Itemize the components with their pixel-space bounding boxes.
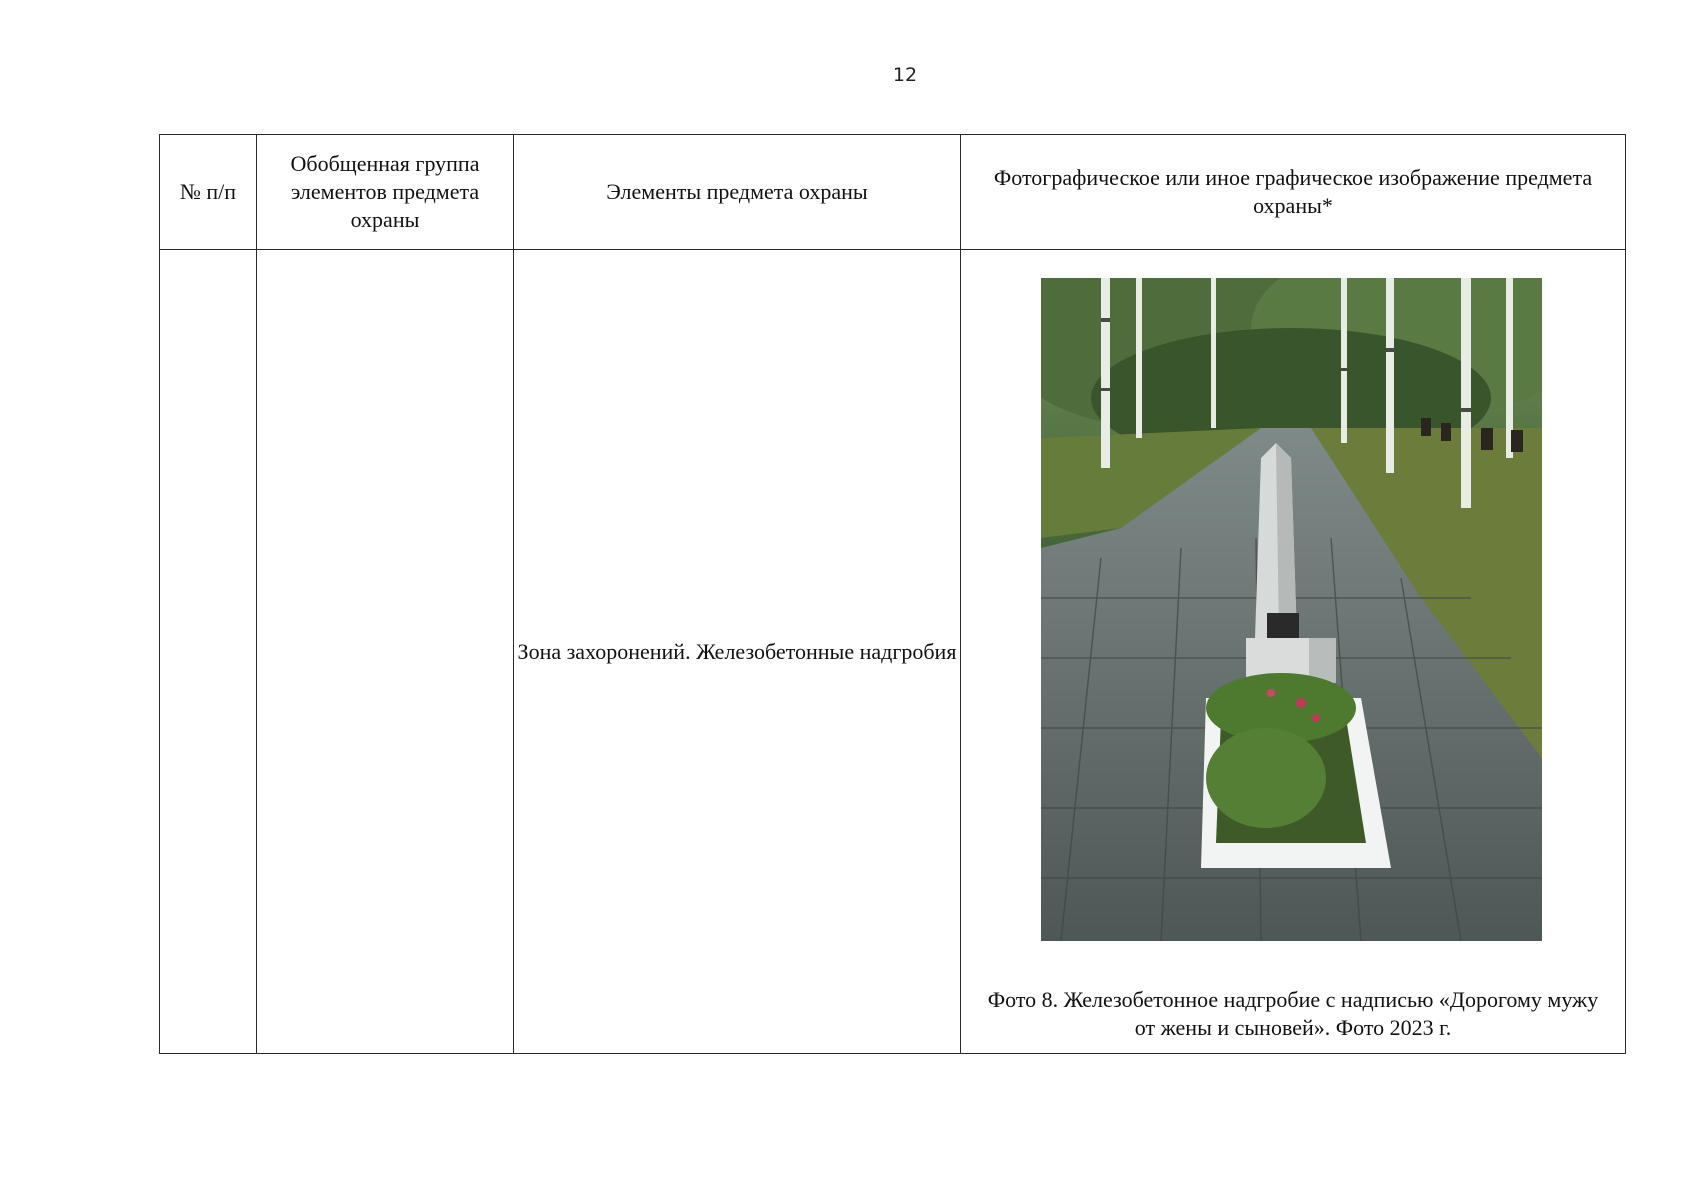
header-elements: Элементы предмета охраны [514, 135, 961, 250]
table-header-row [160, 135, 1626, 250]
cell-photo [961, 250, 1626, 1054]
photo-caption: Фото 8. Железобетонное надгробие с надписью «Дорогому мужу от жены и сыновей». Фото 2023 г. [987, 987, 1599, 1040]
tombstone-photo [1041, 278, 1542, 941]
cell-element: Зона захоронений. Железобетонные надгробия [514, 250, 961, 1054]
header-group: Обобщенная группа элементов предмета охраны [257, 135, 514, 250]
page-number: 12 [892, 64, 918, 86]
header-number: № п/п [160, 135, 257, 250]
protection-subject-table [159, 134, 1626, 1054]
table-row [160, 250, 1626, 1054]
header-photo: Фотографическое или иное графическое изображение предмета охраны* [961, 135, 1626, 250]
cell-group [257, 250, 514, 1054]
cell-number [160, 250, 257, 1054]
photo-obelisk-tombstone-icon [1041, 278, 1542, 941]
